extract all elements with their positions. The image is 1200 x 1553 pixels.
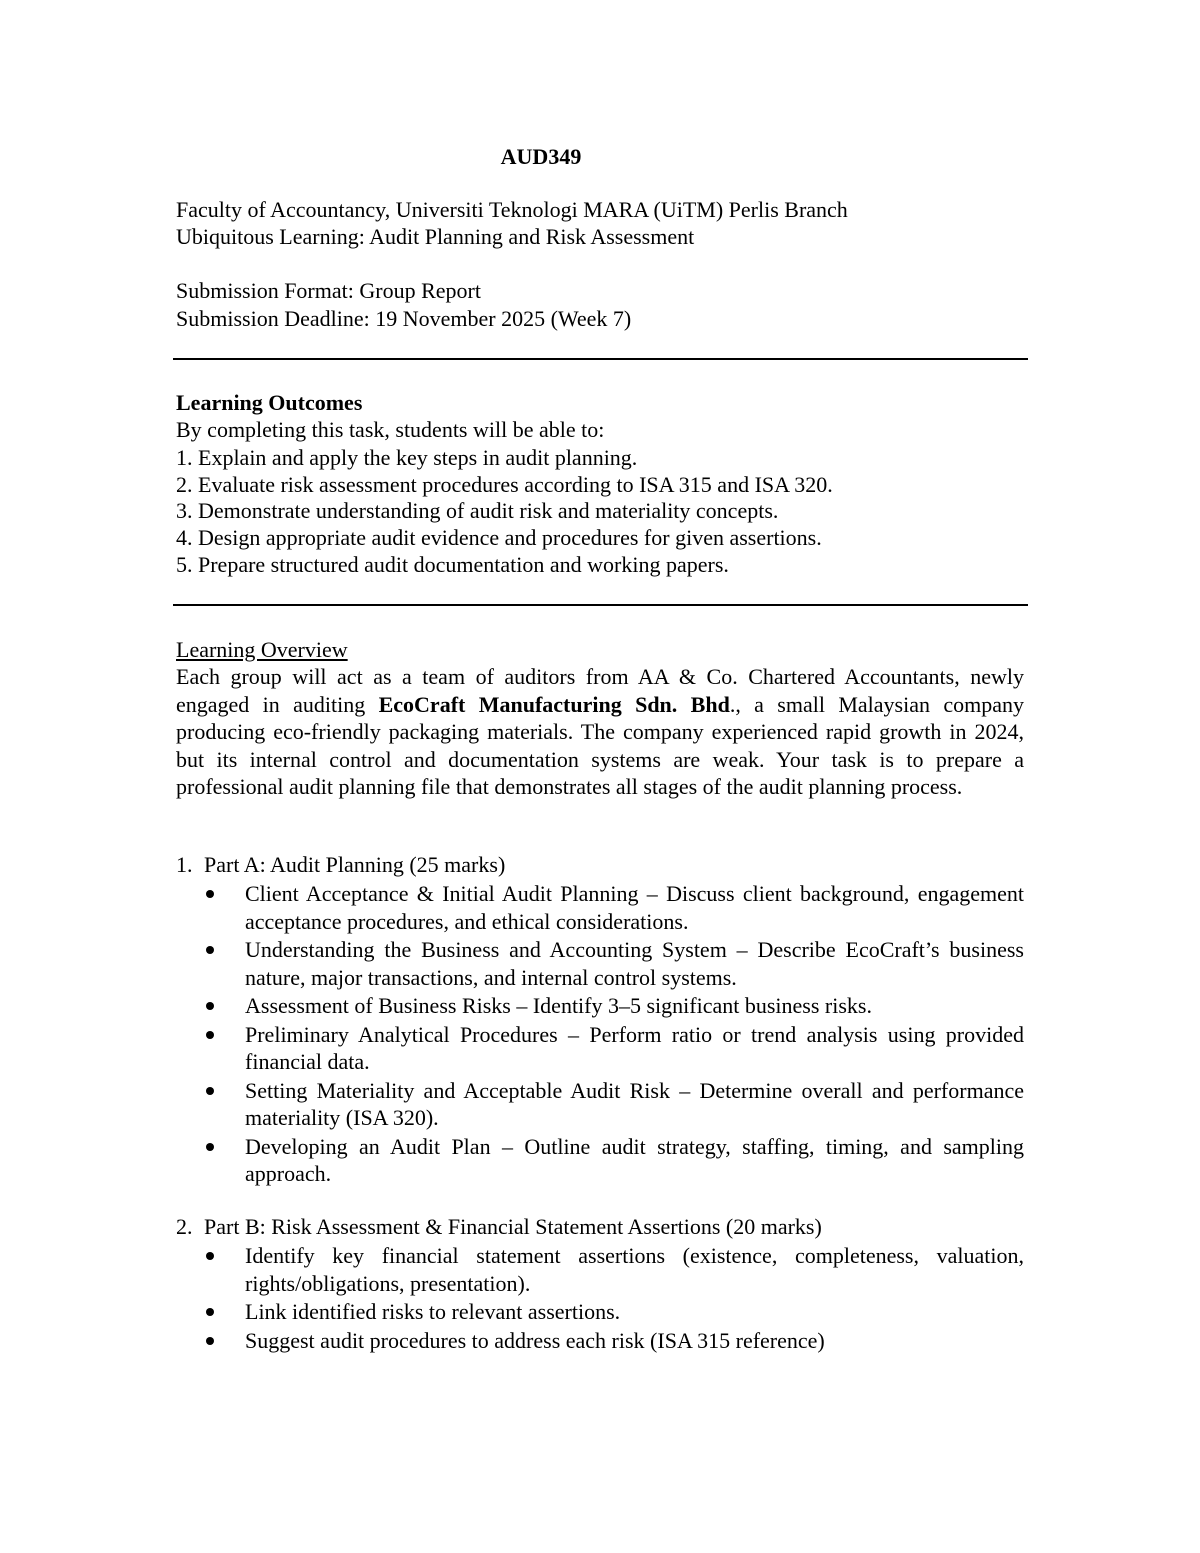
- divider-middle: [173, 604, 1028, 606]
- learning-outcomes-heading: Learning Outcomes: [176, 390, 363, 415]
- list-item: [176, 880, 1024, 935]
- part-a-label: Part A: Audit Planning (25 marks): [204, 852, 506, 877]
- assignment-title: Ubiquitous Learning: Audit Planning and Risk Assessment: [176, 224, 695, 249]
- bullet-icon: [206, 1031, 214, 1039]
- overview-text-before: Each group will act as a team of auditors from AA & Co. Chartered Accountants, newly engaged in auditing: [176, 664, 1024, 717]
- part-a-bullets: [176, 880, 1024, 1189]
- part-b-bullets: [176, 1242, 1024, 1355]
- faculty-line: Faculty of Accountancy, Universiti Teknologi MARA (UiTM) Perlis Branch: [176, 197, 848, 222]
- outcome-item: 4. Design appropriate audit evidence and procedures for given assertions.: [176, 525, 822, 550]
- outcome-item: 2. Evaluate risk assessment procedures according to ISA 315 and ISA 320.: [176, 472, 833, 497]
- bullet-icon: [206, 946, 214, 954]
- learning-overview-paragraph: [176, 663, 1024, 801]
- bullet-icon: [206, 1252, 214, 1260]
- bullet-text: Developing an Audit Plan – Outline audit strategy, staffing, timing, and sampling approach.: [245, 1133, 1024, 1186]
- divider-top: [173, 358, 1028, 360]
- bullet-text: Assessment of Business Risks – Identify 3–5 significant business risks.: [245, 993, 872, 1018]
- list-item: [176, 936, 1024, 991]
- part-a-number: 1.: [176, 852, 193, 877]
- part-a-title: [176, 851, 505, 878]
- list-item: [176, 1021, 1024, 1076]
- outcome-item: 5. Prepare structured audit documentation and working papers.: [176, 552, 729, 577]
- bullet-icon: [206, 1087, 214, 1095]
- bullet-text: Setting Materiality and Acceptable Audit Risk – Determine overall and performance materiality (ISA 320).: [245, 1077, 1024, 1130]
- company-name: EcoCraft Manufacturing Sdn. Bhd: [378, 691, 730, 717]
- list-item: [176, 1327, 1024, 1355]
- outcome-item: 1. Explain and apply the key steps in audit planning.: [176, 445, 638, 470]
- list-item: [176, 1298, 1024, 1326]
- submission-format: Submission Format: Group Report: [176, 278, 481, 303]
- bullet-text: Suggest audit procedures to address each risk (ISA 315 reference): [245, 1327, 825, 1353]
- bullet-icon: [206, 1002, 214, 1010]
- list-item: [176, 1077, 1024, 1132]
- bullet-text: Client Acceptance & Initial Audit Planning – Discuss client background, engagement acceptance procedures, and ethical considerations.: [245, 881, 1024, 934]
- bullet-text: Understanding the Business and Accounting System – Describe EcoCraft’s business nature, major transactions, and internal control systems.: [245, 937, 1024, 990]
- submission-deadline: Submission Deadline: 19 November 2025 (Week 7): [176, 306, 632, 331]
- learning-outcomes-intro: By completing this task, students will be able to:: [176, 417, 605, 442]
- list-item: [176, 992, 1024, 1020]
- bullet-icon: [206, 1308, 214, 1316]
- list-item: [176, 1133, 1024, 1188]
- learning-overview-heading: Learning Overview: [176, 637, 348, 662]
- bullet-text: Preliminary Analytical Procedures – Perform ratio or trend analysis using provided financial data.: [245, 1021, 1024, 1074]
- bullet-icon: [206, 1337, 214, 1345]
- bullet-icon: [206, 1143, 214, 1151]
- bullet-icon: [206, 890, 214, 898]
- course-code: AUD349: [500, 144, 582, 169]
- overview-text-after: ., a small Malaysian company producing eco-friendly packaging materials. The company experienced rapid growth in 2024, but its internal control and documentation systems are weak. Your task is to prepare a professional audit planning file that demonstrates all stages of the audit planning process.: [176, 691, 1024, 799]
- part-b-label: Part B: Risk Assessment & Financial Statement Assertions (20 marks): [204, 1214, 822, 1239]
- bullet-text: Identify key financial statement assertions (existence, completeness, valuation, rights/obligations, presentation).: [245, 1243, 1024, 1296]
- part-b-number: 2.: [176, 1214, 193, 1239]
- bullet-text: Link identified risks to relevant assertions.: [245, 1299, 621, 1324]
- list-item: [176, 1242, 1024, 1297]
- part-b-title: [176, 1213, 822, 1240]
- outcome-item: 3. Demonstrate understanding of audit risk and materiality concepts.: [176, 498, 779, 523]
